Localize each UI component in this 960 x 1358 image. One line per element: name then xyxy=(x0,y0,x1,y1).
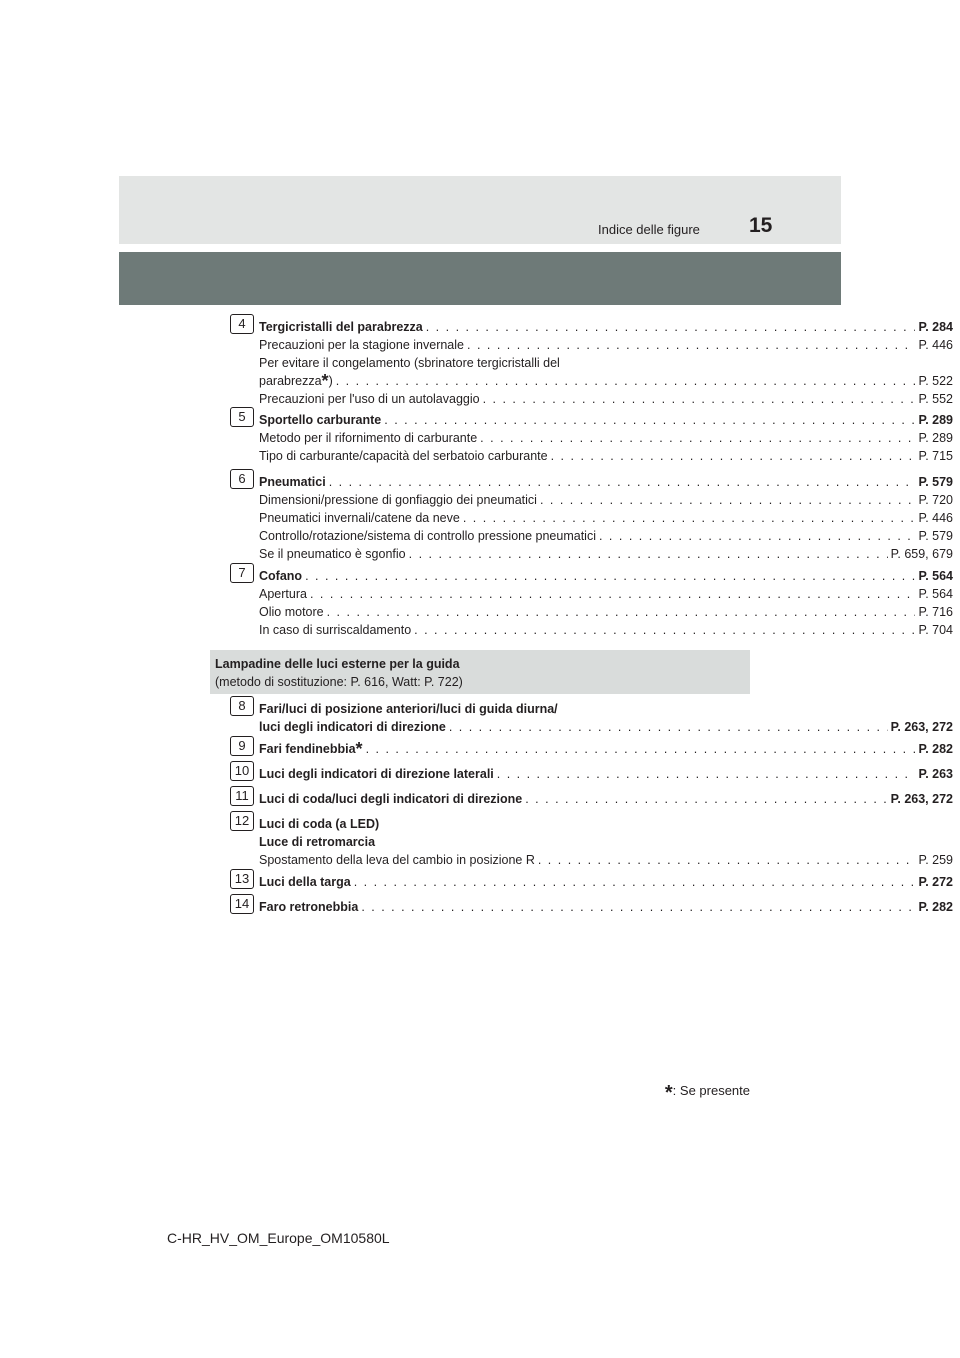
toc-entry-title: Controllo/rotazione/sistema di controllo pressione pneumatici xyxy=(259,529,596,543)
toc-entry[interactable] xyxy=(259,320,953,334)
dot-leader xyxy=(305,569,915,583)
toc-entry[interactable] xyxy=(259,875,953,889)
toc-entry-title: Apertura xyxy=(259,587,307,601)
callout-number-badge: 10 xyxy=(230,761,254,781)
toc-entry-title: In caso di surriscaldamento xyxy=(259,623,412,637)
toc-entry-page: P. 446 xyxy=(918,511,953,525)
asterisk-mark: * xyxy=(321,371,329,391)
toc-entry-page: P. 259 xyxy=(918,853,953,867)
toc-entry-title: Pneumatici invernali/catene da neve xyxy=(259,511,460,525)
dot-leader xyxy=(538,853,916,867)
toc-entry-page: P. 715 xyxy=(918,449,953,463)
toc-entry-page: P. 659, 679 xyxy=(890,547,953,561)
document-code: C-HR_HV_OM_Europe_OM10580L xyxy=(167,1230,390,1246)
dot-leader xyxy=(336,374,916,388)
dot-leader xyxy=(409,547,888,561)
toc-entry[interactable] xyxy=(259,900,953,914)
dot-leader xyxy=(366,742,916,756)
toc-entry-page: P. 522 xyxy=(918,374,953,388)
dot-leader xyxy=(361,900,915,914)
section-band-exterior-lights xyxy=(210,650,750,694)
dot-leader xyxy=(463,511,916,525)
footnote xyxy=(665,1082,750,1105)
footnote-star: * xyxy=(664,1082,673,1104)
toc-entry-title: Dimensioni/pressione di gonfiaggio dei pneumatici xyxy=(259,493,537,507)
toc-entry-title: Spostamento della leva del cambio in posizione R xyxy=(259,853,535,867)
toc-entry-heading: Luci di coda (a LED) xyxy=(259,817,380,831)
toc-entry-page: P. 282 xyxy=(918,900,953,914)
toc-entry[interactable] xyxy=(259,511,953,525)
toc-entry-title: Faro retronebbia xyxy=(259,900,359,914)
toc-entry-page: P. 263, 272 xyxy=(890,792,953,806)
toc-entry-heading: Fari/luci di posizione anteriori/luci di guida diurna/ xyxy=(259,702,558,716)
callout-number-badge: 8 xyxy=(230,696,254,716)
toc-entry-title: Pneumatici xyxy=(259,475,326,489)
toc-entry-page: P. 263 xyxy=(918,767,953,781)
page-number: 15 xyxy=(749,214,773,237)
callout-number-badge: 13 xyxy=(230,869,254,889)
band-subtitle: (metodo di sostituzione: P. 616, Watt: P. 722) xyxy=(215,675,463,689)
toc-entry-page: P. 284 xyxy=(918,320,953,334)
dot-leader xyxy=(483,392,916,406)
header-band-light xyxy=(119,176,841,244)
dot-leader xyxy=(384,413,915,427)
toc-entry-title: Se il pneumatico è sgonfio xyxy=(259,547,406,561)
toc-entry-page: P. 579 xyxy=(918,529,953,543)
asterisk-mark: * xyxy=(355,739,363,759)
toc-entry[interactable] xyxy=(259,493,953,507)
toc-entry-page: P. 289 xyxy=(918,431,953,445)
dot-leader xyxy=(497,767,916,781)
toc-entry-title: Fari fendinebbia* xyxy=(259,739,363,759)
toc-entry-title: Tipo di carburante/capacità del serbatoio carburante xyxy=(259,449,548,463)
toc-entry-page: P. 446 xyxy=(918,338,953,352)
toc-entry[interactable] xyxy=(259,338,953,352)
callout-number-badge: 14 xyxy=(230,894,254,914)
toc-entry-title: Precauzioni per l'uso di un autolavaggio xyxy=(259,392,480,406)
toc-entry-title: Tergicristalli del parabrezza xyxy=(259,320,423,334)
toc-entry-page: P. 272 xyxy=(918,875,953,889)
dot-leader xyxy=(551,449,916,463)
callout-number-badge: 4 xyxy=(230,314,254,334)
toc-entry-page: P. 704 xyxy=(918,623,953,637)
toc-entry[interactable] xyxy=(259,739,953,759)
toc-entry[interactable] xyxy=(259,569,953,583)
toc-entry-page: P. 579 xyxy=(918,475,953,489)
band-title: Lampadine delle luci esterne per la guida xyxy=(215,657,460,671)
toc-entry-page: P. 282 xyxy=(918,742,953,756)
toc-entry[interactable] xyxy=(259,413,953,427)
footnote-text: : Se presente xyxy=(672,1083,750,1098)
dot-leader xyxy=(310,587,916,601)
toc-entry-title: parabrezza*) xyxy=(259,371,333,391)
callout-number-badge: 7 xyxy=(230,563,254,583)
toc-entry[interactable] xyxy=(259,475,953,489)
toc-entry-heading: Luce di retromarcia xyxy=(259,835,376,849)
toc-entry-title: Cofano xyxy=(259,569,303,583)
callout-number-badge: 6 xyxy=(230,469,254,489)
header-band-dark xyxy=(119,252,841,305)
toc-entry-title: Luci degli indicatori di direzione laterali xyxy=(259,767,494,781)
callout-number-badge: 12 xyxy=(230,811,254,831)
dot-leader xyxy=(599,529,915,543)
toc-entry[interactable] xyxy=(259,605,953,619)
toc-entry-title: Sportello carburante xyxy=(259,413,382,427)
toc-entry[interactable] xyxy=(259,792,953,806)
toc-entry[interactable] xyxy=(259,449,953,463)
toc-entry-page: P. 552 xyxy=(918,392,953,406)
toc-entry-heading: Per evitare il congelamento (sbrinatore tergicristalli del xyxy=(259,356,560,370)
toc-entry[interactable] xyxy=(259,529,953,543)
toc-entry-title: Luci di coda/luci degli indicatori di direzione xyxy=(259,792,523,806)
dot-leader xyxy=(480,431,915,445)
dot-leader xyxy=(414,623,915,637)
toc-entry-title: Precauzioni per la stagione invernale xyxy=(259,338,464,352)
dot-leader xyxy=(426,320,916,334)
toc-entry[interactable] xyxy=(259,587,953,601)
callout-number-badge: 5 xyxy=(230,407,254,427)
dot-leader xyxy=(540,493,916,507)
toc-entry[interactable] xyxy=(259,853,953,867)
callout-number-badge: 9 xyxy=(230,736,254,756)
toc-entry-page: P. 720 xyxy=(918,493,953,507)
dot-leader xyxy=(354,875,916,889)
toc-entry-title: Olio motore xyxy=(259,605,324,619)
callout-number-badge: 11 xyxy=(230,786,254,806)
section-title: Indice delle figure xyxy=(598,222,700,237)
toc-entry[interactable] xyxy=(259,623,953,637)
toc-entry[interactable] xyxy=(259,767,953,781)
toc-entry[interactable] xyxy=(259,720,953,734)
toc-entry[interactable] xyxy=(259,371,953,391)
toc-entry-title: Metodo per il rifornimento di carburante xyxy=(259,431,478,445)
toc-entry-title: luci degli indicatori di direzione xyxy=(259,720,446,734)
toc-entry-page: P. 716 xyxy=(918,605,953,619)
toc-entry-page: P. 564 xyxy=(918,587,953,601)
dot-leader xyxy=(449,720,888,734)
dot-leader xyxy=(467,338,915,352)
dot-leader xyxy=(525,792,887,806)
toc-entry[interactable] xyxy=(259,547,953,561)
toc-entry[interactable] xyxy=(259,392,953,406)
dot-leader xyxy=(329,475,916,489)
toc-entry-page: P. 564 xyxy=(918,569,953,583)
dot-leader xyxy=(327,605,916,619)
toc-entry[interactable] xyxy=(259,431,953,445)
toc-entry-page: P. 263, 272 xyxy=(890,720,953,734)
toc-entry-title: Luci della targa xyxy=(259,875,351,889)
toc-entry-page: P. 289 xyxy=(918,413,953,427)
